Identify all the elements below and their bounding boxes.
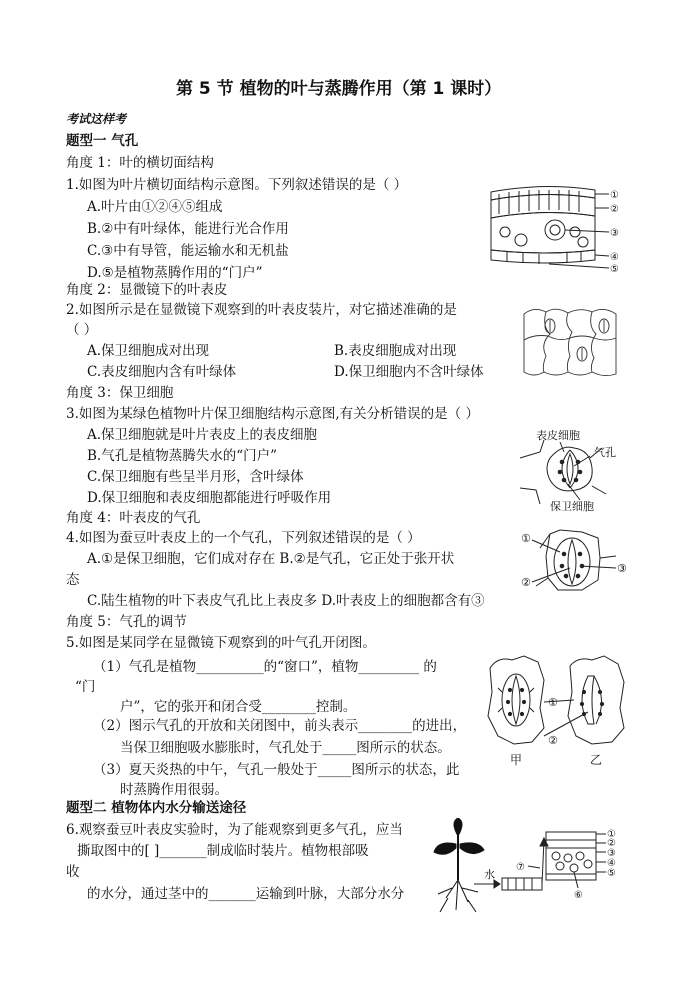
q6-label-3: ③ bbox=[607, 848, 616, 859]
q3-stem: 3.如图为某绿色植物叶片保卫细胞结构示意图,有关分析错误的是（ ） bbox=[66, 406, 479, 422]
question-type-2: 题型二 植物体内水分输送途径 bbox=[66, 800, 247, 816]
water-transport-figure bbox=[428, 818, 633, 918]
stoma-figure bbox=[520, 528, 630, 594]
q5-part2-line1: （2）图示气孔的开放和关闭图中，前头表示________的进出， bbox=[93, 718, 467, 734]
q5-part3-line2: 时蒸腾作用很弱。 bbox=[120, 782, 228, 798]
leaf-epidermis-figure bbox=[520, 304, 620, 380]
page-title: 第 5 节 植物的叶与蒸腾作用（第 1 课时） bbox=[176, 79, 502, 99]
q1-option-a: A.叶片由①②④⑤组成 bbox=[87, 199, 223, 215]
q5-label-1: ① bbox=[548, 696, 558, 709]
label-stoma: 气孔 bbox=[594, 446, 616, 459]
q6-label-2: ② bbox=[607, 838, 616, 849]
q6-label-4: ④ bbox=[607, 858, 616, 869]
q4-option-b-cont: 态 bbox=[66, 572, 80, 588]
q6-line2: 撕取图中的[ ]_______制成临时装片。植物根部吸 bbox=[77, 843, 369, 859]
q4-option-ab: A.①是保卫细胞，它们成对存在 B.②是气孔，它正处于张开状 bbox=[87, 551, 455, 567]
q4-option-cd: C.陆生植物的叶下表皮气孔比上表皮多 D.叶表皮上的细胞都含有③ bbox=[87, 593, 485, 609]
label-epidermal-cell: 表皮细胞 bbox=[536, 429, 580, 442]
q5-part1-line3: 户”，它的张开和闭合受________控制。 bbox=[120, 699, 357, 715]
q6-label-6: ⑥ bbox=[574, 890, 583, 901]
q3-option-a: A.保卫细胞就是叶片表皮上的表皮细胞 bbox=[87, 427, 318, 443]
q5-part1-line1: （1）气孔是植物__________的“窗口”，植物_________ 的 bbox=[93, 659, 437, 675]
angle-1: 角度 1：叶的横切面结构 bbox=[66, 155, 214, 171]
q1-label-2: ② bbox=[610, 204, 619, 215]
q3-option-d: D.保卫细胞和表皮细胞都能进行呼吸作用 bbox=[87, 490, 332, 506]
label-jia: 甲 bbox=[510, 753, 523, 767]
q2-option-a: A.保卫细胞成对出现 bbox=[87, 343, 210, 359]
q1-label-3: ③ bbox=[610, 228, 619, 239]
label-guard-cell: 保卫细胞 bbox=[550, 500, 594, 512]
q5-stem: 5.如图是某同学在显微镜下观察到的叶气孔开闭图。 bbox=[66, 635, 376, 651]
q2-stem: 2.如图所示是在显微镜下观察到的叶表皮装片，对它描述准确的是 bbox=[66, 302, 457, 318]
q3-option-c: C.保卫细胞有些呈半月形，含叶绿体 bbox=[87, 469, 304, 485]
q1-stem: 1.如图为叶片横切面结构示意图。下列叙述错误的是（ ） bbox=[66, 177, 408, 193]
q1-label-5: ⑤ bbox=[610, 264, 619, 275]
q1-option-b: B.②中有叶绿体，能进行光合作用 bbox=[87, 221, 289, 237]
q1-label-4: ④ bbox=[610, 252, 619, 263]
q6-label-5: ⑤ bbox=[607, 868, 616, 879]
q2-option-c: C.表皮细胞内含有叶绿体 bbox=[87, 364, 237, 380]
leaf-cross-section-figure bbox=[485, 180, 625, 280]
q6-label-7: ⑦ bbox=[516, 862, 525, 873]
label-yi: 乙 bbox=[590, 753, 603, 767]
q6-line4: 的水分，通过茎中的_______运输到叶脉，大部分水分 bbox=[87, 886, 405, 902]
q6-line1: 6.观察蚕豆叶表皮实验时，为了能观察到更多气孔，应当 bbox=[66, 822, 403, 838]
q4-label-2: ② bbox=[521, 576, 531, 589]
angle-3: 角度 3：保卫细胞 bbox=[66, 385, 174, 401]
q4-label-1: ① bbox=[521, 532, 531, 545]
q5-part1-line2: “门 bbox=[75, 679, 96, 695]
q5-part3-line1: （3）夏天炎热的中午，气孔一般处于_____图所示的状态，此 bbox=[93, 762, 460, 778]
angle-4: 角度 4：叶表皮的气孔 bbox=[66, 510, 201, 526]
q2-option-d: D.保卫细胞内不含叶绿体 bbox=[334, 364, 484, 380]
stomata-open-close-figure bbox=[484, 652, 634, 768]
q1-option-d: D.⑤是植物蒸腾作用的“门户” bbox=[87, 265, 263, 281]
question-type-1: 题型一 气孔 bbox=[66, 133, 139, 149]
q6-label-1: ① bbox=[607, 829, 616, 840]
q1-option-c: C.③中有导管，能运输水和无机盐 bbox=[87, 243, 289, 259]
q5-label-2: ② bbox=[548, 734, 558, 747]
q3-option-b: B.气孔是植物蒸腾失水的“门户” bbox=[87, 448, 278, 464]
label-water: 水 bbox=[484, 868, 495, 881]
angle-2: 角度 2：显微镜下的叶表皮 bbox=[66, 282, 228, 298]
section-intro: 考试这样考 bbox=[66, 112, 127, 126]
q2-stem-cont: （ ） bbox=[66, 322, 98, 338]
angle-5: 角度 5：气孔的调节 bbox=[66, 614, 187, 630]
q4-label-3: ③ bbox=[617, 562, 627, 575]
q1-label-1: ① bbox=[610, 190, 619, 201]
guard-cell-figure bbox=[510, 428, 630, 512]
q6-line3: 收 bbox=[66, 864, 80, 880]
q2-option-b: B.表皮细胞成对出现 bbox=[334, 343, 457, 359]
q5-part2-line2: 当保卫细胞吸水膨胀时，气孔处于_____图所示的状态。 bbox=[120, 740, 451, 756]
q4-stem: 4.如图为蚕豆叶表皮上的一个气孔，下列叙述错误的是（ ） bbox=[66, 530, 421, 546]
